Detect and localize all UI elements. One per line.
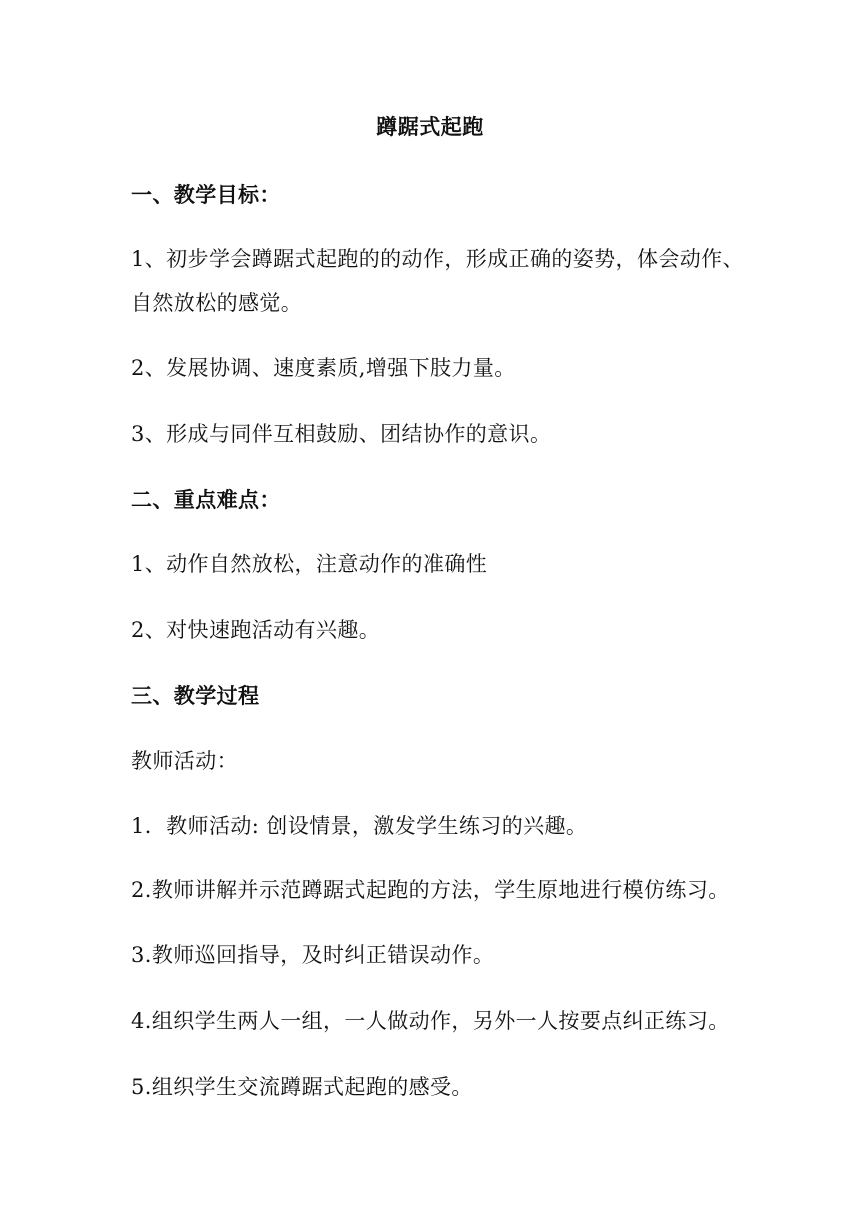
document-title: 蹲踞式起跑 — [376, 114, 484, 139]
key-point-item-1: 1、动作自然放松，注意动作的准确性 — [131, 552, 488, 576]
objective-item-3: 3、形成与同伴互相鼓励、团结协作的意识。 — [131, 422, 552, 446]
objective-item-1-line-1: 1、初步学会蹲踞式起跑的的动作，形成正确的姿势，体会动作、 — [131, 247, 744, 271]
objective-item-2: 2、发展协调、速度素质,增强下肢力量。 — [131, 356, 516, 380]
process-step: 1．教师活动: 创设情景，激发学生练习的兴趣。 — [131, 814, 588, 838]
section-heading-key-points: 二、重点难点： — [131, 487, 281, 512]
process-step: 2.教师讲解并示范蹲踞式起跑的方法，学生原地进行模仿练习。 — [131, 878, 730, 902]
process-step: 3.教师巡回指导，及时纠正错误动作。 — [131, 943, 495, 967]
process-step: 5.组织学生交流蹲踞式起跑的感受。 — [131, 1075, 473, 1099]
process-step: 4.组织学生两人一组，一人做动作，另外一人按要点纠正练习。 — [131, 1009, 730, 1033]
objective-item-1-line-2: 自然放松的感觉。 — [131, 291, 303, 315]
section-heading-process: 三、教学过程 — [131, 683, 260, 708]
key-point-item-2: 2、对快速跑活动有兴趣。 — [131, 618, 381, 642]
teacher-activity-subheading: 教师活动： — [131, 749, 238, 773]
section-heading-objectives: 一、教学目标： — [131, 182, 281, 207]
